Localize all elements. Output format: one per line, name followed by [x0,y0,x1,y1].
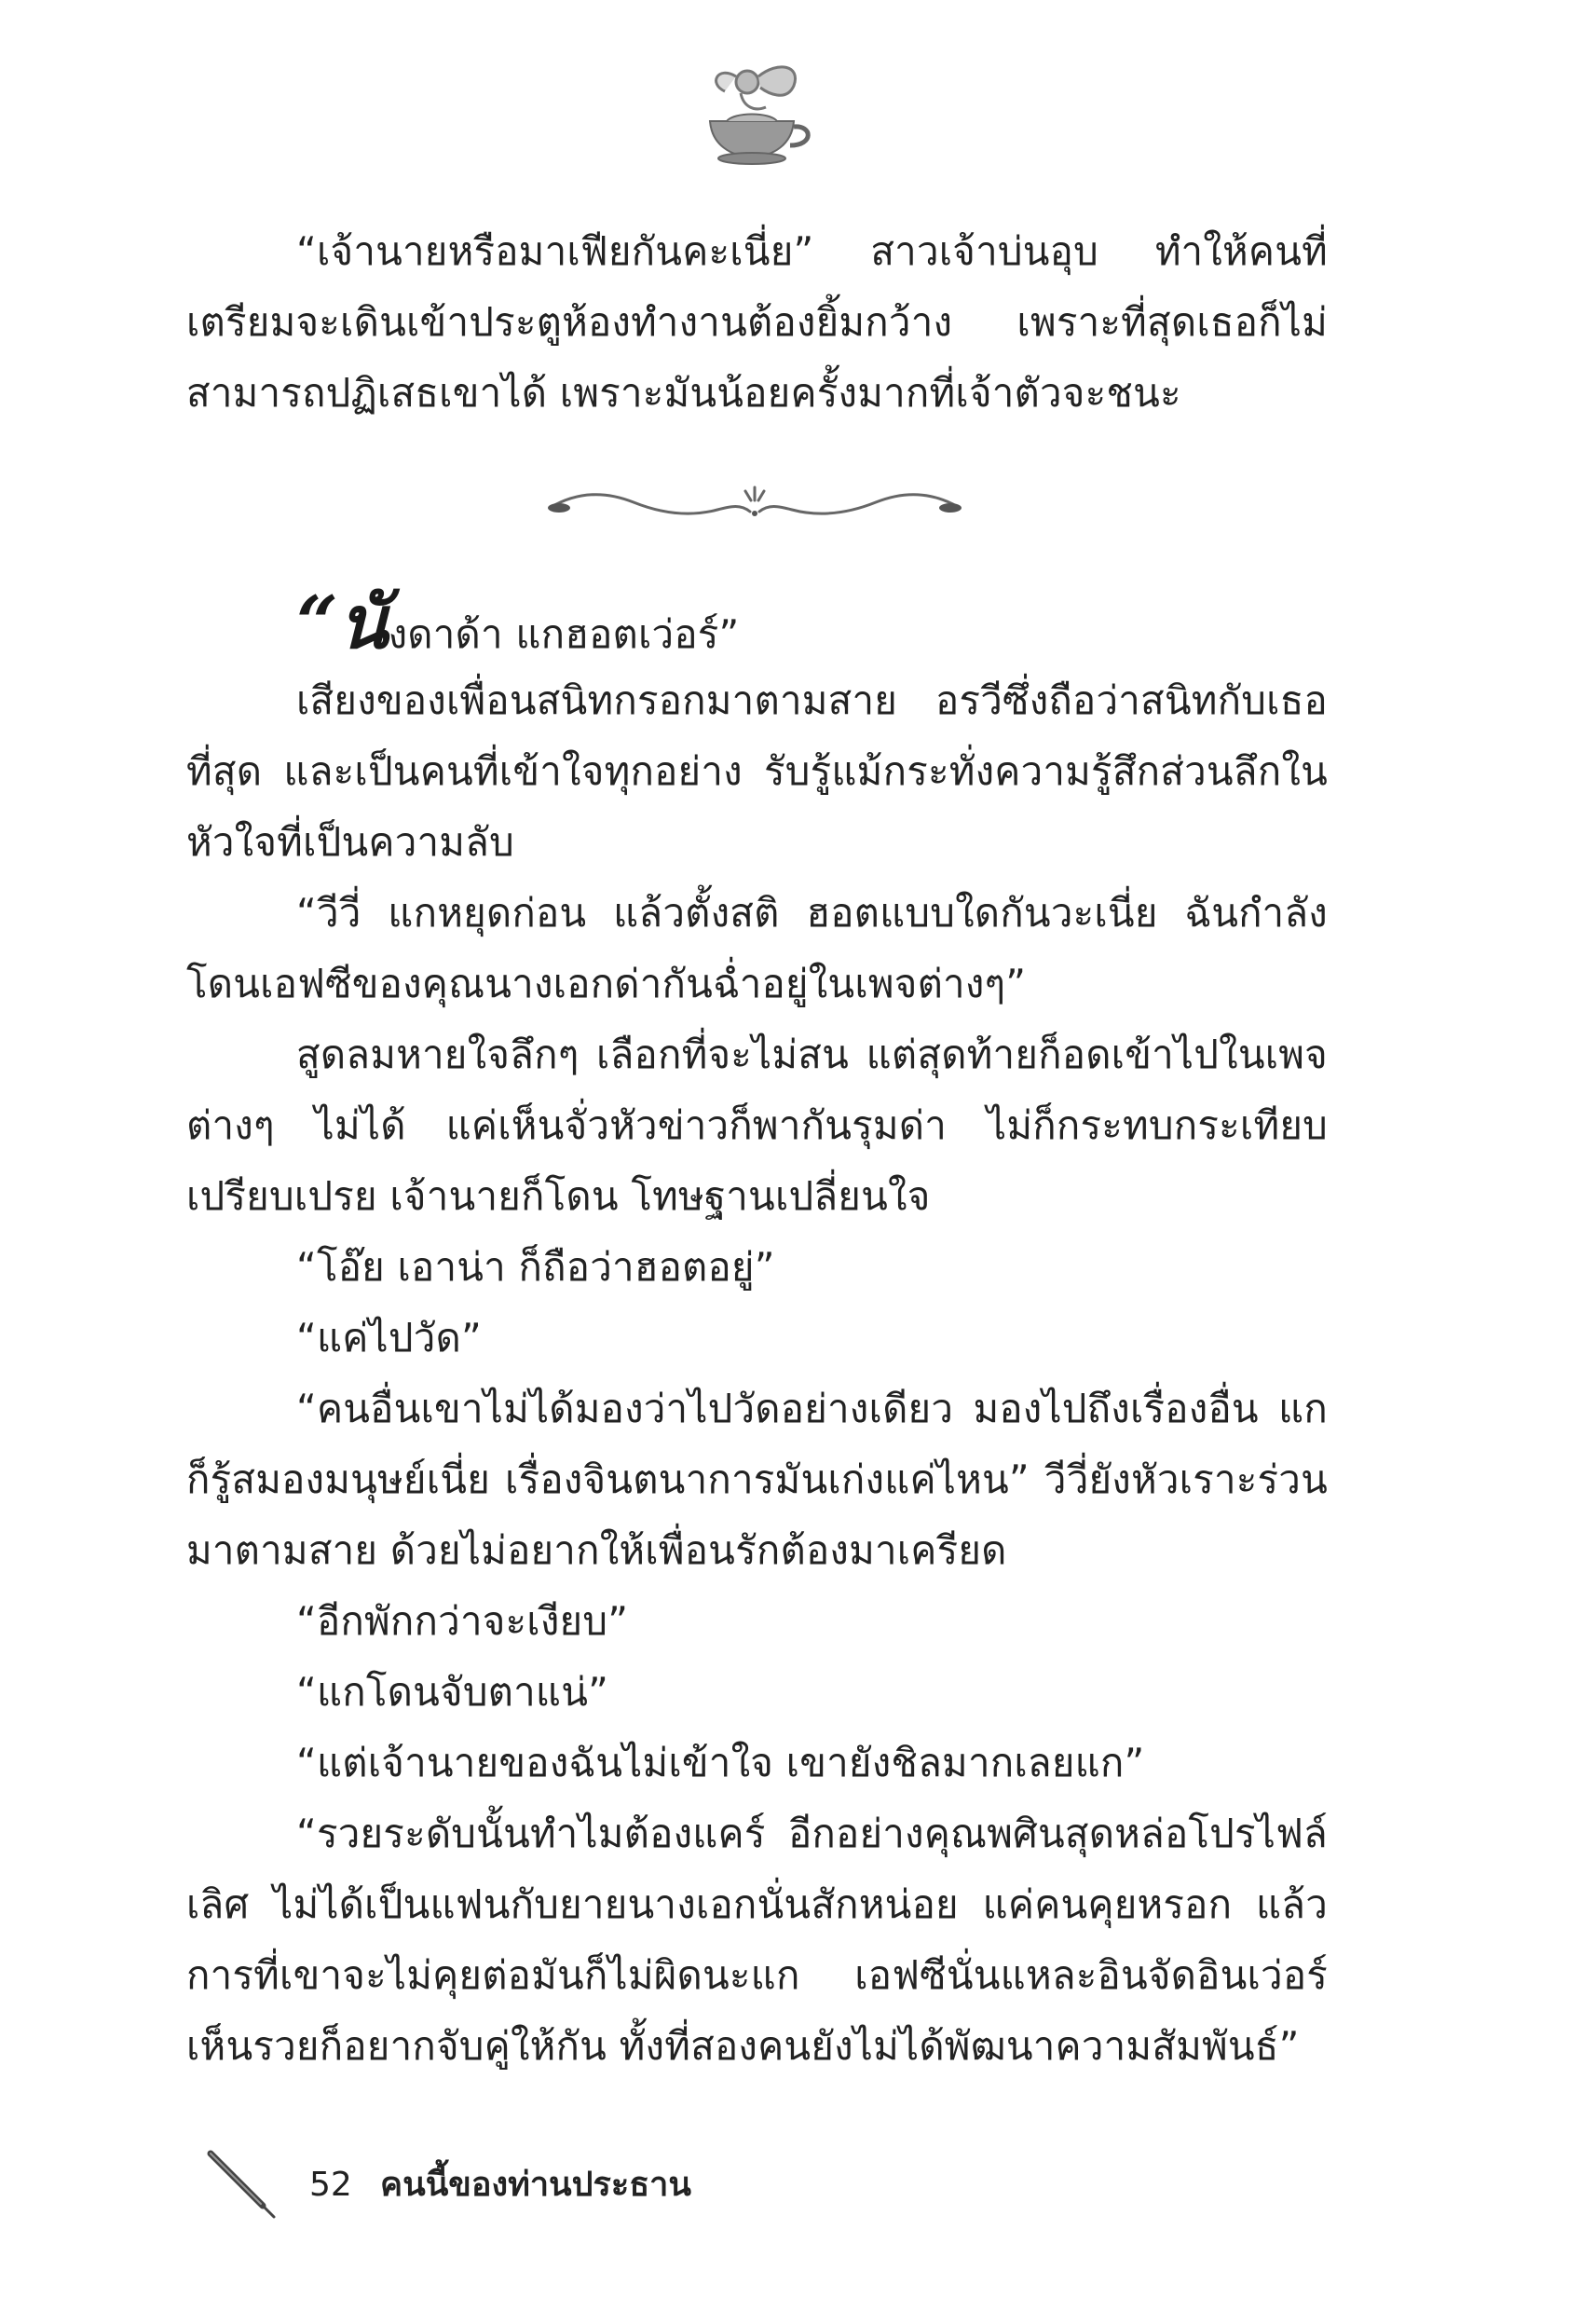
paragraph: “เจ้านายหรือมาเฟียกันคะเนี่ย” สาวเจ้าบ่นอุบ ทำให้คนที่เตรียมจะเดินเข้าประตูห้องทำงานต้องยิ้มกว้าง เพราะที่สุดเธอก็ไม่สามารถปฏิเสธเขาได้ เพราะมันน้อยครั้งมากที่เจ้าตัวจะชนะ [186,228,1328,416]
pen-icon [205,2148,280,2222]
paragraph: “อีกพักกว่าจะเงียบ” [296,1598,629,1644]
paragraph: “แค่ไปวัด” [296,1315,482,1361]
cupid-teacup-icon [689,56,820,168]
paragraph: สูดลมหายใจลึกๆ เลือกที่จะไม่สน แต่สุดท้ายก็อดเข้าไปในเพจต่างๆ ไม่ได้ แค่เห็นจั่วหัวข่าวก็พากันรุมด่า ไม่ก็กระทบกระเทียบเปรียบเปรย เจ้านายก็โดน โทษฐานเปลี่ยนใจ [186,1032,1328,1219]
paragraph: “วีวี่ แกหยุดก่อน แล้วตั้งสติ ฮอตแบบใดกันวะเนี่ย ฉันกำลังโดนเอฟซีของคุณนางเอกด่ากันฉ่ำอยู่ในเพจต่างๆ” [186,890,1328,1006]
paragraph: “แกโดนจับตาแน่” [296,1669,609,1715]
section-one [186,216,1328,429]
book-title: คนนี้ของท่านประธาน [380,2166,691,2204]
paragraph: “แต่เจ้านายของฉันไม่เข้าใจ เขายังชิลมากเลยแก” [296,1740,1145,1785]
page-number: 52 [309,2166,352,2204]
paragraph: “รวยระดับนั้นทำไมต้องแคร์ อีกอย่างคุณพศินสุดหล่อโปรไฟล์เลิศ ไม่ได้เป็นแฟนกับยายนางเอกนั่นสักหน่อย แค่คนคุยหรอก แล้วการที่เขาจะไม่คุยต่อมันก็ไม่ผิดนะแก เอฟซีนั่นแหละอินจัดอินเว่อร์เห็นรวยก็อยากจับคู่ให้กัน ทั้งที่สองคนยังไม่ได้พัฒนาความสัมพันธ์” [186,1811,1328,2069]
dropcap: “นั [296,581,389,665]
section-two [186,581,1328,2082]
paragraph: “โอ๊ย เอาน่า ก็ถือว่าฮอตอยู่” [296,1244,775,1290]
page-footer [205,2148,857,2213]
first-line-rest: งดาด้า แกฮอตเว่อร์” [388,611,740,657]
flourish-divider [540,480,969,536]
dropcap-first-line [186,581,1328,665]
paragraph: เสียงของเพื่อนสนิทกรอกมาตามสาย อรวีซึ่งถือว่าสนิทกับเธอที่สุด และเป็นคนที่เข้าใจทุกอย่าง รับรู้แม้กระทั่งความรู้สึกส่วนลึกในหัวใจที่เป็นความลับ [186,677,1328,865]
paragraph: “คนอื่นเขาไม่ได้มองว่าไปวัดอย่างเดียว มองไปถึงเรื่องอื่น แกก็รู้สมองมนุษย์เนี่ย เรื่องจินตนาการมันเก่งแค่ไหน” วีวี่ยังหัวเราะร่วนมาตามสาย ด้วยไม่อยากให้เพื่อนรักต้องมาเครียด [186,1386,1328,1573]
